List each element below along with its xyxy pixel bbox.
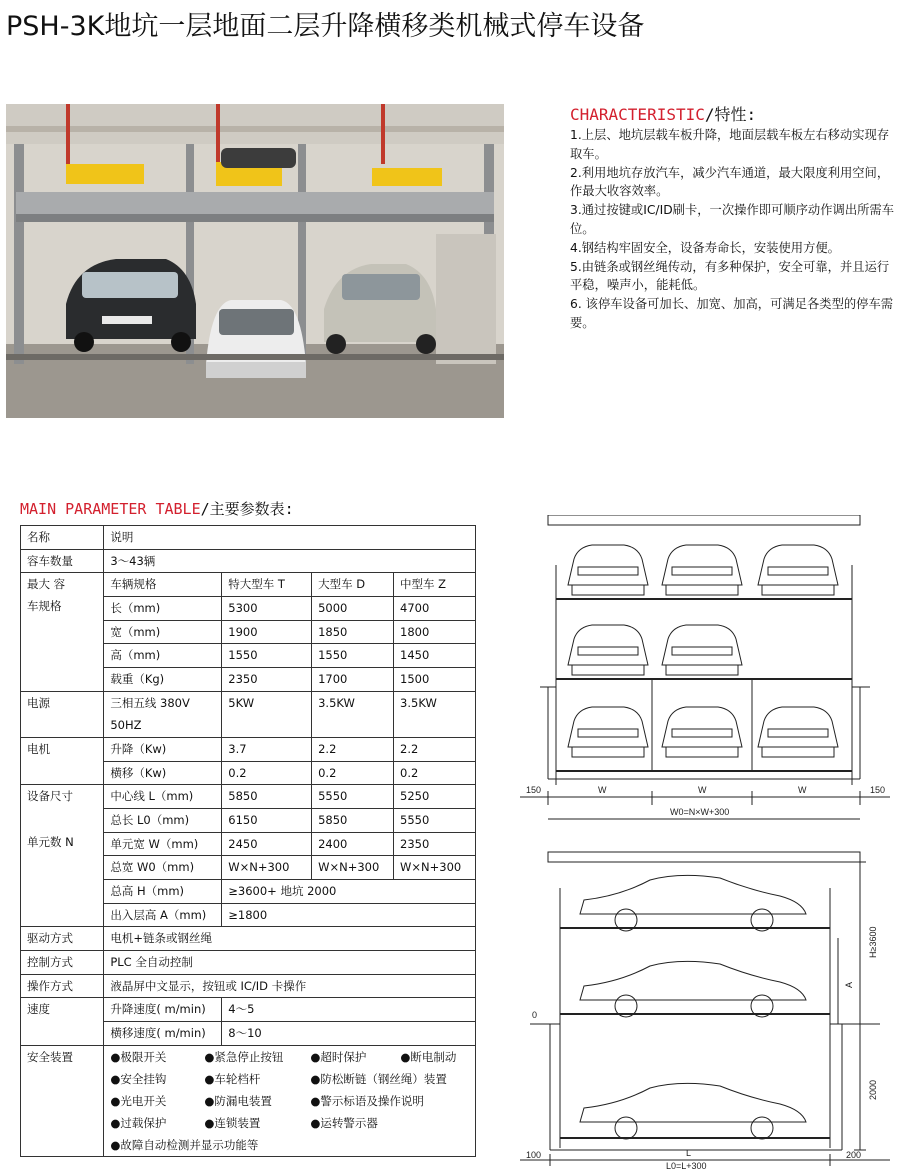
safety-item: ●光电开关 <box>110 1093 167 1108</box>
table-cell: ≥3600+ 地坑 2000 <box>222 879 476 903</box>
front-elevation-diagram <box>520 515 890 825</box>
table-cell: 特大型车 T <box>222 573 312 597</box>
car-spec-label-2: 车规格 <box>27 599 62 614</box>
table-cell: 出入层高 A（mm) <box>104 903 222 927</box>
table-row <box>21 998 476 1022</box>
side-elevation-diagram <box>520 848 890 1170</box>
characteristic-heading <box>570 102 756 125</box>
table-cell: 单元宽 W（mm) <box>104 832 222 856</box>
table-cell: 5850 <box>222 785 312 809</box>
table-cell: 1700 <box>312 668 394 692</box>
table-cell <box>21 785 104 927</box>
table-row <box>21 549 476 573</box>
parking-photo <box>6 104 504 418</box>
table-cell: 5300 <box>222 597 312 621</box>
power-hz: 50HZ <box>110 717 142 732</box>
table-row <box>21 974 476 998</box>
table-cell: 总高 H（mm) <box>104 879 222 903</box>
side-right-dim: 200 <box>846 1150 862 1160</box>
characteristic-item: 5.由链条或钢丝绳传动，有多种保护，安全可靠，并且运行平稳，噪声小，能耗低。 <box>570 259 890 293</box>
table-cell: 升降速度( m/min) <box>104 998 222 1022</box>
table-cell: 长（mm) <box>104 597 222 621</box>
safety-row <box>110 1112 469 1134</box>
table-cell: 5KW <box>222 691 312 737</box>
table-cell: 横移（Kw) <box>104 761 222 785</box>
characteristic-heading-cn: /特性: <box>704 105 757 124</box>
front-bay-label: W <box>598 785 607 795</box>
characteristic-heading-en: CHARACTERISTIC <box>570 105 705 124</box>
power-value: 三相五线 380V <box>110 695 190 710</box>
side-a-label: A <box>844 981 854 988</box>
table-row <box>21 737 476 761</box>
safety-items-cell <box>104 1045 476 1156</box>
table-cell: W×N+300 <box>312 856 394 880</box>
safety-item: ●车轮档杆 <box>204 1071 261 1086</box>
table-cell: 2.2 <box>394 737 476 761</box>
table-cell: 液晶屏中文显示，按钮或 IC/ID 卡操作 <box>104 974 476 998</box>
table-row <box>21 1045 476 1156</box>
table-cell: 1550 <box>222 644 312 668</box>
table-cell: 5550 <box>394 808 476 832</box>
table-cell: W×N+300 <box>394 856 476 880</box>
table-cell: 驱动方式 <box>21 927 104 951</box>
table-cell <box>21 573 104 691</box>
table-cell: 大型车 D <box>312 573 394 597</box>
table-cell: 说明 <box>104 526 476 550</box>
table-cell: 2.2 <box>312 737 394 761</box>
front-total-dim: W0=N×W+300 <box>670 807 730 817</box>
safety-item: ●安全挂钩 <box>110 1071 167 1086</box>
table-cell: 2350 <box>394 832 476 856</box>
safety-item: ●防松断链（钢丝绳）装置 <box>310 1071 447 1086</box>
parameter-heading-cn: /主要参数表: <box>200 500 294 518</box>
table-row <box>21 573 476 597</box>
table-cell: 8～10 <box>222 1022 476 1046</box>
safety-item: ●连锁装置 <box>204 1115 261 1130</box>
table-row <box>21 951 476 975</box>
table-cell: 名称 <box>21 526 104 550</box>
table-row <box>21 785 476 809</box>
table-cell: 5550 <box>312 785 394 809</box>
table-cell: 1450 <box>394 644 476 668</box>
table-cell: 1550 <box>312 644 394 668</box>
front-right-dim: 150 <box>870 785 886 795</box>
parameter-table-heading <box>20 498 294 519</box>
characteristic-item: 6. 该停车设备可加长、加宽、加高，可满足各类型的停车需要。 <box>570 297 894 330</box>
parameter-table <box>20 525 476 1157</box>
characteristic-list <box>570 126 896 333</box>
table-cell: 0.2 <box>394 761 476 785</box>
table-cell: 4～5 <box>222 998 476 1022</box>
safety-item: ●运转警示器 <box>310 1115 378 1130</box>
table-cell: 横移速度( m/min) <box>104 1022 222 1046</box>
table-cell: 2350 <box>222 668 312 692</box>
side-h-label: H≥3600 <box>868 926 878 958</box>
safety-row <box>110 1090 469 1112</box>
safety-item: ●过载保护 <box>110 1115 167 1130</box>
side-car-icons <box>580 875 806 1139</box>
table-cell: 安全装置 <box>21 1045 104 1156</box>
table-cell: 4700 <box>394 597 476 621</box>
table-cell: 1850 <box>312 620 394 644</box>
table-cell: 0.2 <box>222 761 312 785</box>
front-car-icons <box>568 545 838 757</box>
characteristic-item: 1.上层、地坑层载车板升降，地面层载车板左右移动实现存取车。 <box>570 128 890 161</box>
table-cell: 3～43辆 <box>104 549 476 573</box>
table-cell: 2450 <box>222 832 312 856</box>
table-cell: 5000 <box>312 597 394 621</box>
table-cell: W×N+300 <box>222 856 312 880</box>
table-cell: 中型车 Z <box>394 573 476 597</box>
table-cell: 2400 <box>312 832 394 856</box>
table-cell: 电源 <box>21 691 104 737</box>
side-left-dim: 100 <box>526 1150 542 1160</box>
safety-item: ●故障自动检测并显示功能等 <box>110 1137 259 1152</box>
table-row <box>21 526 476 550</box>
parking-photo-illustration <box>6 104 504 418</box>
parameter-heading-en: MAIN PARAMETER TABLE <box>20 500 201 518</box>
safety-item: ●警示标语及操作说明 <box>310 1093 424 1108</box>
table-cell: 操作方式 <box>21 974 104 998</box>
table-cell: 车辆规格 <box>104 573 222 597</box>
table-cell: 容车数量 <box>21 549 104 573</box>
table-cell: 宽（mm) <box>104 620 222 644</box>
characteristic-item: 3.通过按键或IC/ID刷卡，一次操作即可顺序动作调出所需车位。 <box>570 203 895 236</box>
front-bay-label: W <box>798 785 807 795</box>
table-row <box>21 927 476 951</box>
safety-item: ●超时保护 <box>310 1049 367 1064</box>
table-cell: 5250 <box>394 785 476 809</box>
characteristic-item: 4.钢结构牢固安全，设备寿命长，安装使用方便。 <box>570 240 840 255</box>
safety-item: ●防漏电装置 <box>204 1093 272 1108</box>
side-zero-label: 0 <box>532 1010 538 1020</box>
table-cell: 总长 L0（mm) <box>104 808 222 832</box>
table-cell: 6150 <box>222 808 312 832</box>
side-pit-label: 2000 <box>868 1079 878 1100</box>
table-cell <box>104 691 222 737</box>
table-cell: 1800 <box>394 620 476 644</box>
table-row <box>21 691 476 737</box>
table-cell: 3.7 <box>222 737 312 761</box>
table-cell: 1500 <box>394 668 476 692</box>
table-cell: 3.5KW <box>394 691 476 737</box>
side-total-dim: L0=L+300 <box>666 1161 707 1170</box>
safety-item: ●断电制动 <box>400 1049 457 1064</box>
page-title: PSH-3K地坑一层地面二层升降横移类机械式停车设备 <box>6 11 645 42</box>
front-bay-label: W <box>698 785 707 795</box>
table-cell: 5850 <box>312 808 394 832</box>
table-cell: 总宽 W0（mm) <box>104 856 222 880</box>
table-cell: 速度 <box>21 998 104 1045</box>
table-cell: 1900 <box>222 620 312 644</box>
characteristic-item: 2.利用地坑存放汽车，减少汽车通道，最大限度利用空间，作最大收容效率。 <box>570 165 890 199</box>
safety-row <box>110 1134 469 1156</box>
table-cell: 高（mm) <box>104 644 222 668</box>
table-cell: 0.2 <box>312 761 394 785</box>
table-cell: 电机+链条或钢丝绳 <box>104 927 476 951</box>
dims-label: 设备尺寸 <box>27 789 73 804</box>
table-cell: PLC 全自动控制 <box>104 951 476 975</box>
table-cell: 载重（Kg) <box>104 668 222 692</box>
table-cell: 3.5KW <box>312 691 394 737</box>
table-cell: ≥1800 <box>222 903 476 927</box>
table-cell: 中心线 L（mm) <box>104 785 222 809</box>
side-l-label: L <box>686 1148 692 1158</box>
front-left-dim: 150 <box>526 785 542 795</box>
units-label: 单元数 N <box>27 835 74 850</box>
table-cell: 升降（Kw) <box>104 737 222 761</box>
safety-item: ●极限开关 <box>110 1049 167 1064</box>
car-spec-label-1: 最大 容 <box>27 577 66 592</box>
safety-row <box>110 1068 469 1090</box>
safety-item: ●紧急停止按钮 <box>204 1049 284 1064</box>
safety-row <box>110 1046 469 1068</box>
table-cell: 电机 <box>21 737 104 784</box>
table-cell: 控制方式 <box>21 951 104 975</box>
